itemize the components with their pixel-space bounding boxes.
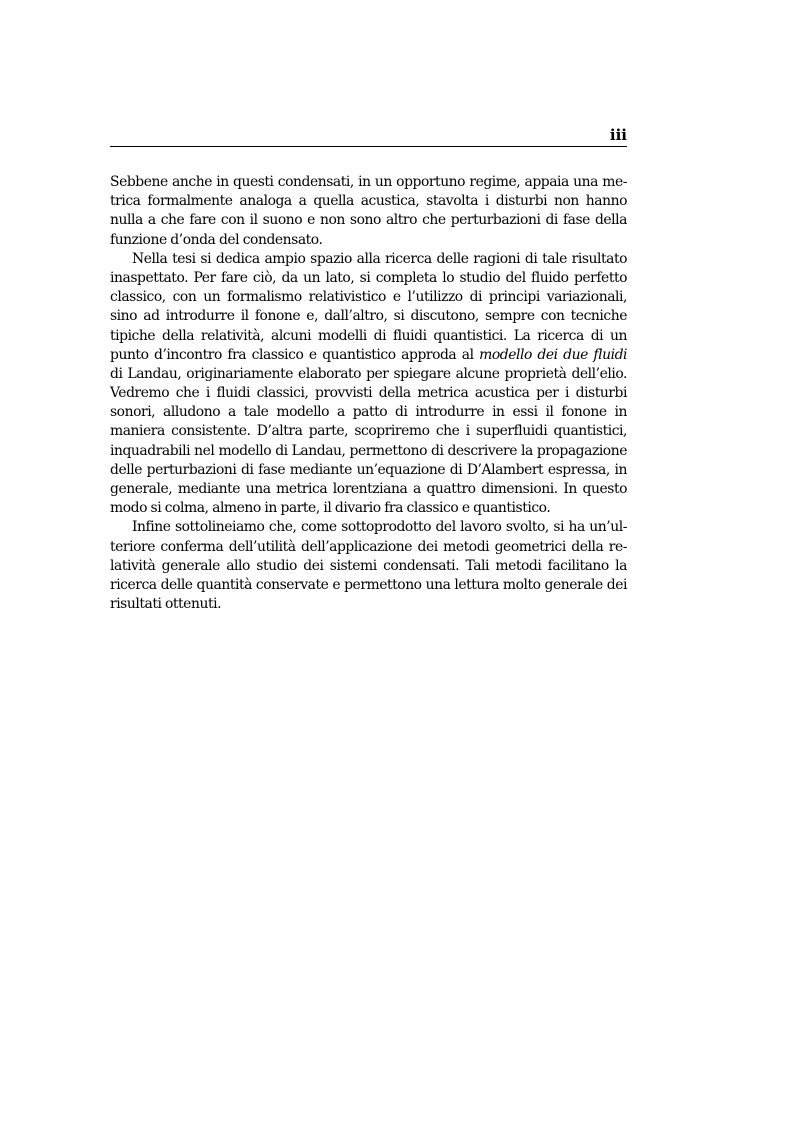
paragraph-2	[110, 250, 627, 519]
emphasis-text: modello dei due fluidi	[479, 346, 628, 363]
text-line: funzione d’onda del condensato.	[110, 231, 323, 248]
text-line: classico, con un formalismo relativistico e l’utilizzo di principi variazionali,	[110, 289, 627, 306]
body-text	[110, 173, 627, 614]
running-header	[110, 126, 627, 147]
text-line: generale, mediante una metrica lorentziana a quattro dimensioni. In questo	[110, 481, 627, 497]
paragraph-1	[110, 173, 627, 250]
text-line: teriore conferma dell’utilità dell’applicazione dei metodi geometrici della re-	[110, 538, 627, 555]
text-line: sino ad introdurre il fonone e, dall’altro, si discutono, sempre con tecniche	[110, 308, 627, 325]
text-line: Sebbene anche in questi condensati, in un opportuno regime, appaia una me-	[110, 174, 627, 190]
text-line: di Landau, originariamente elaborato per spiegare alcune proprietà dell’elio.	[110, 365, 627, 382]
page-number: iii	[609, 126, 627, 144]
text-line: inquadrabili nel modello di Landau, permettono di descrivere la propagazione	[110, 442, 627, 459]
paragraph-3	[110, 518, 627, 614]
text-line-with-emphasis	[110, 346, 627, 365]
text-line: maniera consistente. D’altra parte, scopriremo che i superfluidi quantistici,	[110, 423, 627, 440]
text-line: risultati ottenuti.	[110, 596, 222, 613]
text-line: trica formalmente analoga a quella acustica, stavolta i disturbi non hanno	[110, 193, 627, 210]
text-line: sonori, alludono a tale modello a patto di introdurre in essi il fonone in	[110, 404, 627, 421]
text-line: tipiche della relatività, alcuni modelli di fluidi quantistici. La ricerca di un	[110, 327, 627, 344]
text-line: ricerca delle quantità conservate e permettono una lettura molto generale dei	[110, 576, 627, 593]
text-line: latività generale allo studio dei sistemi condensati. Tali metodi facilitano la	[110, 557, 627, 574]
text-line: modo si colma, almeno in parte, il divario fra classico e quantistico.	[110, 500, 551, 517]
text-line: Infine sottolineiamo che, come sottoprodotto del lavoro svolto, si ha un’ul-	[132, 519, 627, 536]
text-line: delle perturbazioni di fase mediante un’equazione di D’Alambert espressa, in	[110, 461, 627, 478]
text-segment: punto d’incontro fra classico e quantistico approda al	[110, 346, 480, 363]
text-line: Vedremo che i fluidi classici, provvisti della metrica acustica per i disturbi	[110, 385, 627, 402]
text-line: Nella tesi si dedica ampio spazio alla ricerca delle ragioni di tale risultato	[132, 250, 627, 267]
text-line: inaspettato. Per fare ciò, da un lato, si completa lo studio del fluido perfetto	[110, 269, 627, 286]
text-line: nulla a che fare con il suono e non sono altro che perturbazioni di fase della	[110, 212, 627, 229]
